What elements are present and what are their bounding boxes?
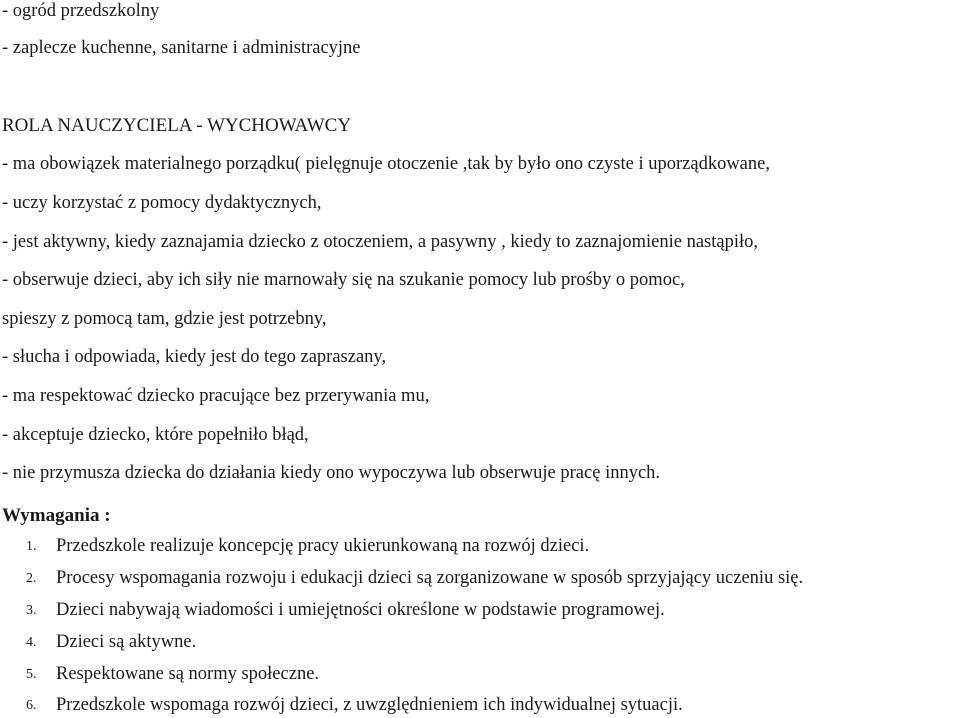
section-heading-requirements: Wymagania : [2,505,111,526]
role-line: - akceptuje dziecko, które popełniło błąd, [2,425,309,445]
intro-line: - zaplecze kuchenne, sanitarne i administracyjne [2,38,361,58]
list-item: Dzieci są aktywne. [56,632,197,652]
role-line: - ma obowiązek materialnego porządku( pielęgnuje otoczenie ,tak by było ono czyste i uporządkowane, [2,154,770,174]
list-item-number: 6. [26,698,37,713]
list-item: Przedszkole realizuje koncepcję pracy ukierunkowaną na rozwój dzieci. [56,536,590,556]
role-line: - uczy korzystać z pomocy dydaktycznych, [2,193,322,213]
role-line: - obserwuje dzieci, aby ich siły nie marnowały się na szukanie pomocy lub prośby o pomoc, [2,270,685,290]
section-heading-role: ROLA NAUCZYCIELA - WYCHOWAWCY [2,115,352,136]
intro-line: - ogród przedszkolny [2,1,160,21]
list-item: Przedszkole wspomaga rozwój dzieci, z uwzględnieniem ich indywidualnej sytuacji. [56,695,683,715]
role-line: - ma respektować dziecko pracujące bez przerywania mu, [2,386,430,406]
list-item-number: 2. [26,571,37,586]
role-line: - nie przymusza dziecka do działania kiedy ono wypoczywa lub obserwuje pracę innych. [2,463,661,483]
role-line: - słucha i odpowiada, kiedy jest do tego zapraszany, [2,347,387,367]
list-item-number: 5. [26,667,37,682]
list-item-number: 1. [26,539,37,554]
list-item: Procesy wspomagania rozwoju i edukacji dzieci są zorganizowane w sposób sprzyjający uczeniu się. [56,568,804,588]
list-item-number: 3. [26,603,37,618]
role-line: spieszy z pomocą tam, gdzie jest potrzebny, [2,309,327,329]
role-line: - jest aktywny, kiedy zaznajamia dziecko z otoczeniem, a pasywny , kiedy to zaznajomienie nastąpiło, [2,232,758,252]
list-item: Dzieci nabywają wiadomości i umiejętności określone w podstawie programowej. [56,600,665,620]
list-item-number: 4. [26,635,37,650]
list-item: Respektowane są normy społeczne. [56,664,320,684]
